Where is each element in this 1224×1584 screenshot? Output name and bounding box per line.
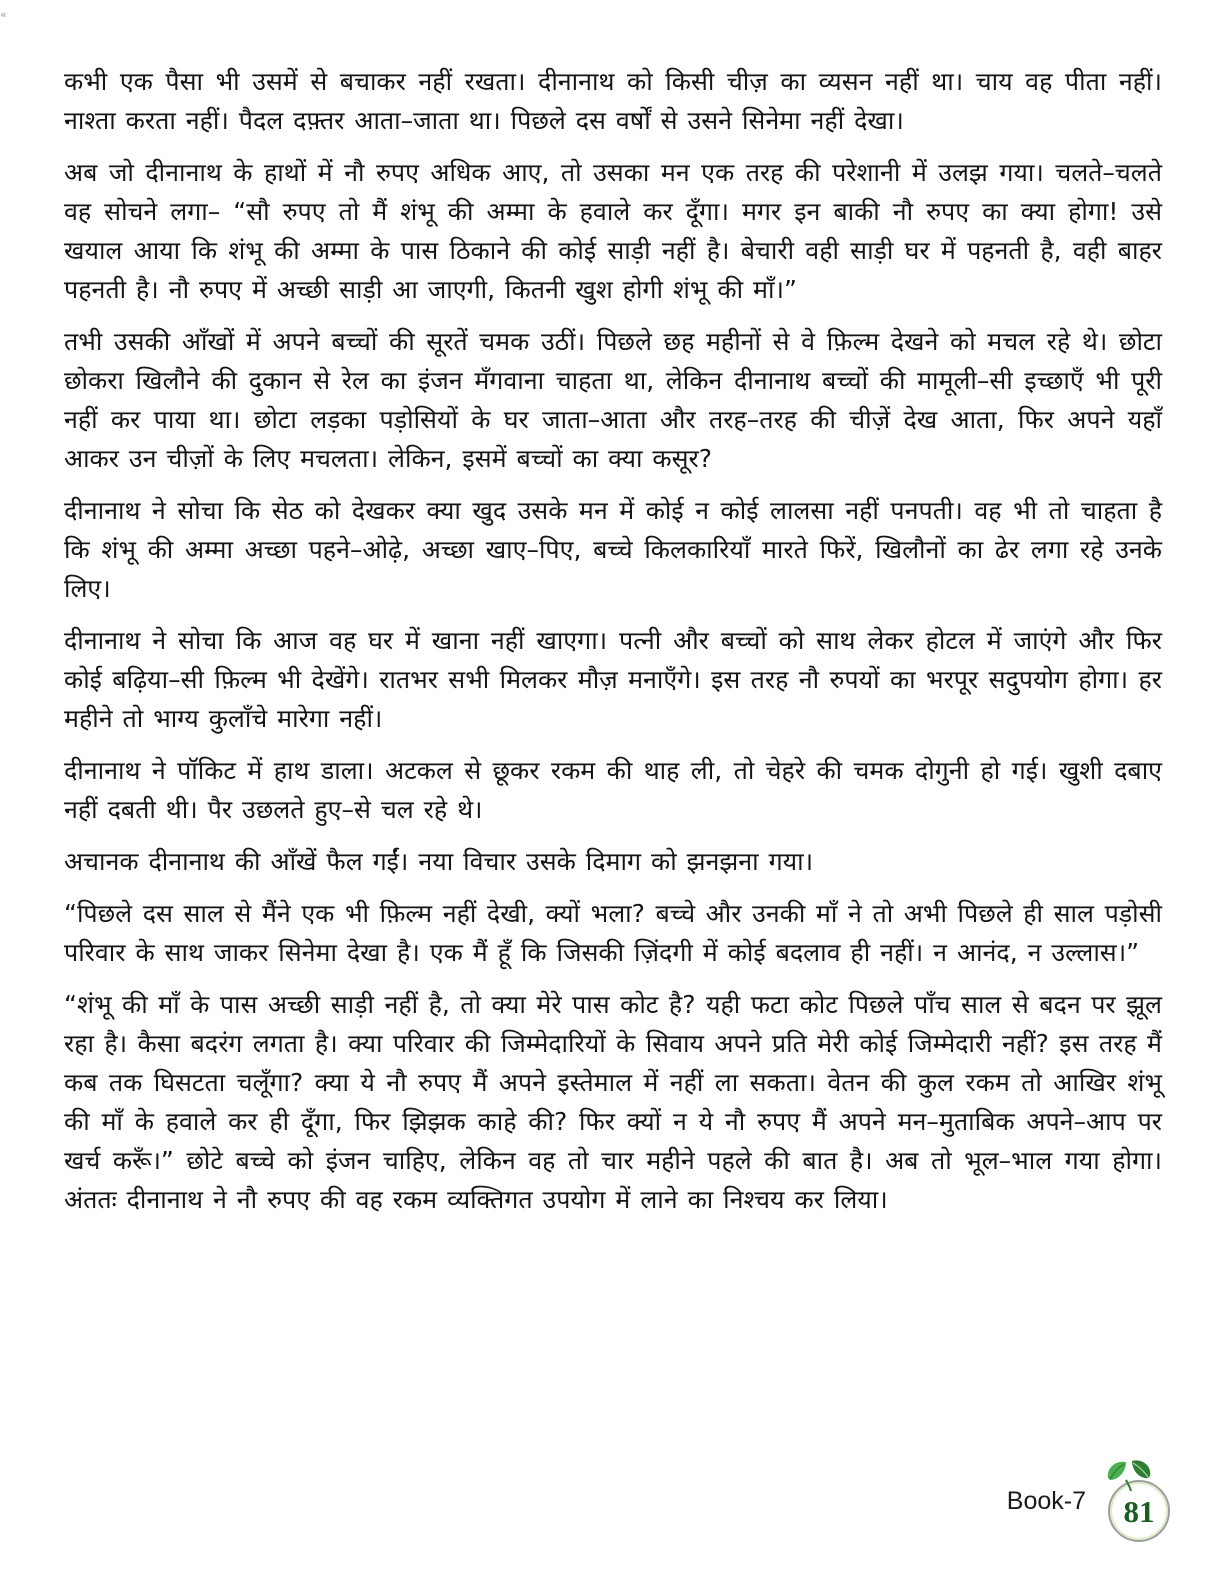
page-footer [1007,1464,1172,1542]
paragraph: “शंभू की माँ के पास अच्छी साड़ी नहीं है, तो क्या मेरे पास कोट है? यही फटा कोट पिछले पाँच साल से बदन पर झूल रहा है। कैसा बदरंग लगता है। क्या परिवार की जिम्मेदारियों के सिवाय अपने प्रति मेरी कोई जिम्मेदारी नहीं? इस तरह मैं कब तक घिसटता चलूँगा? क्या ये नौ रुपए मैं अपने इस्तेमाल में नहीं ला सकता। वेतन की कुल रकम तो आखिर शंभू की माँ के हवाले कर ही दूँगा, फिर झिझक काहे की? फिर क्यों न ये नौ रुपए मैं अपने मन–मुताबिक अपने–आप पर खर्च करूँ।” छोटे बच्चे को इंजन चाहिए, लेकिन वह तो चार महीने पहले की बात है। अब तो भूल–भाल गया होगा। अंततः दीनानाथ ने नौ रुपए की वह रकम व्यक्तिगत उपयोग में लाने का निश्चय कर लिया। [64,990,1162,1214]
paragraph: कभी एक पैसा भी उसमें से बचाकर नहीं रखता। दीनानाथ को किसी चीज़ का व्यसन नहीं था। चाय वह पीता नहीं। नाश्ता करता नहीं। पैदल दफ़्तर आता–जाता था। पिछले दस वर्षों से उसने सिनेमा नहीं देखा। [64,67,1162,135]
book-label: Book-7 [1006,1486,1086,1515]
page-text-content [64,62,1162,1232]
leaf-icon [1102,1458,1156,1492]
paragraph: अब जो दीनानाथ के हाथों में नौ रुपए अधिक आए, तो उसका मन एक तरह की परेशानी में उलझ गया। चलते–चलते वह सोचने लगा– “सौ रुपए तो मैं शंभू की अम्मा के हवाले कर दूँगा। मगर इन बाकी नौ रुपए का क्या होगा! उसे खयाल आया कि शंभू की अम्मा के पास ठिकाने की कोई साड़ी नहीं है। बेचारी वही साड़ी घर में पहनती है, वही बाहर पहनती है। नौ रुपए में अच्छी साड़ी आ जाएगी, कितनी खुश होगी शंभू की माँ।” [64,158,1162,304]
page-number: 81 [1123,1494,1155,1529]
paragraph: अचानक दीनानाथ की आँखें फैल गईं। नया विचार उसके दिमाग को झनझना गया। [64,847,814,876]
page-number-badge [1100,1464,1172,1542]
corner-print-mark: « [0,8,7,21]
paragraph: “पिछले दस साल से मैंने एक भी फ़िल्म नहीं देखी, क्यों भला? बच्चे और उनकी माँ ने तो अभी पिछले ही साल पड़ोसी परिवार के साथ जाकर सिनेमा देखा है। एक मैं हूँ कि जिसकी ज़िंदगी में कोई बदलाव ही नहीं। न आनंद, न उल्लास।” [64,899,1162,967]
paragraph: दीनानाथ ने सोचा कि सेठ को देखकर क्या खुद उसके मन में कोई न कोई लालसा नहीं पनपती। वह भी तो चाहता है कि शंभू की अम्मा अच्छा पहने–ओढ़े, अच्छा खाए–पिए, बच्चे किलकारियाँ मारते फिरें, खिलौनों का ढेर लगा रहे उनके लिए। [64,496,1162,603]
paragraph: दीनानाथ ने पॉकिट में हाथ डाला। अटकल से छूकर रकम की थाह ली, तो चेहरे की चमक दोगुनी हो गई। खुशी दबाए नहीं दबती थी। पैर उछलते हुए–से चल रहे थे। [64,756,1162,824]
paragraph: तभी उसकी आँखों में अपने बच्चों की सूरतें चमक उठीं। पिछले छह महीनों से वे फ़िल्म देखने को मचल रहे थे। छोटा छोकरा खिलौने की दुकान से रेल का इंजन मँगवाना चाहता था, लेकिन दीनानाथ बच्चों की मामूली–सी इच्छाएँ भी पूरी नहीं कर पाया था। छोटा लड़का पड़ोसियों के घर जाता–आता और तरह–तरह की चीज़ें देख आता, फिर अपने यहाँ आकर उन चीज़ों के लिए मचलता। लेकिन, इसमें बच्चों का क्या कसूर? [64,327,1162,473]
paragraph: दीनानाथ ने सोचा कि आज वह घर में खाना नहीं खाएगा। पत्नी और बच्चों को साथ लेकर होटल में जाएंगे और फिर कोई बढ़िया–सी फ़िल्म भी देखेंगे। रातभर सभी मिलकर मौज़ मनाएँगे। इस तरह नौ रुपयों का भरपूर सदुपयोग होगा। हर महीने तो भाग्य कुलाँचे मारेगा नहीं। [64,626,1162,733]
